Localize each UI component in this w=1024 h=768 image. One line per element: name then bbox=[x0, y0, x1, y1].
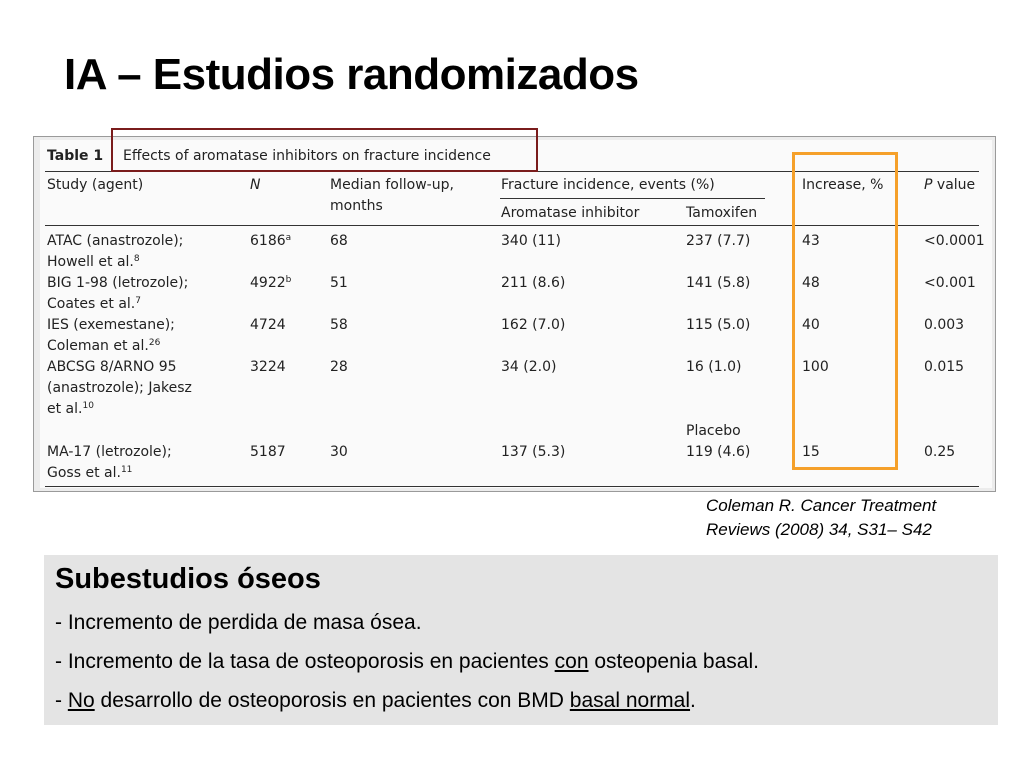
row-study: ABCSG 8/ARNO 95 bbox=[47, 359, 177, 375]
table-rule-bottom bbox=[45, 486, 979, 487]
citation-line1: Coleman R. Cancer Treatment bbox=[706, 496, 937, 515]
row-followup: 68 bbox=[330, 233, 348, 249]
row-tamoxifen: 16 (1.0) bbox=[686, 359, 742, 375]
header-tamoxifen: Tamoxifen bbox=[686, 205, 758, 221]
header-aromatase-inhibitor: Aromatase inhibitor bbox=[501, 205, 640, 221]
row-study-author: et al.$^{10}$ bbox=[47, 401, 94, 417]
citation bbox=[706, 494, 936, 542]
slide-title: IA – Estudios randomizados bbox=[64, 50, 639, 99]
row-study: ATAC (anastrozole); bbox=[47, 233, 184, 249]
row-p-value: <0.001 bbox=[924, 275, 976, 291]
header-followup-line1: Median follow-up, bbox=[330, 177, 454, 193]
row-ai: 162 (7.0) bbox=[501, 317, 566, 333]
table-caption-text: Effects of aromatase inhibitors on fracture incidence bbox=[123, 148, 491, 164]
row-study-author: Coates et al.$^7$ bbox=[47, 296, 141, 312]
row-followup: 58 bbox=[330, 317, 348, 333]
caption-highlight-box bbox=[111, 128, 538, 172]
row-increase: 15 bbox=[802, 444, 820, 460]
header-study: Study (agent) bbox=[47, 177, 144, 193]
header-fracture-incidence: Fracture incidence, events (%) bbox=[501, 177, 715, 193]
row-study-line2: (anastrozole); Jakesz bbox=[47, 380, 192, 396]
substudies-bullet-1: - Incremento de perdida de masa ósea. bbox=[55, 611, 422, 634]
row-study-author: Goss et al.$^{11}$ bbox=[47, 465, 133, 481]
row-tamoxifen: 141 (5.8) bbox=[686, 275, 751, 291]
row-study-author: Howell et al.$^8$ bbox=[47, 254, 140, 270]
substudies-bullet-3: - No desarrollo de osteoporosis en pacientes con BMD basal normal. bbox=[55, 689, 696, 712]
table-caption-number: Table 1 bbox=[47, 148, 104, 164]
row-n: 4922$^b$ bbox=[250, 275, 292, 291]
row-ai: 211 (8.6) bbox=[501, 275, 566, 291]
row-tamoxifen: 119 (4.6) bbox=[686, 444, 751, 460]
substudies-bullet-2: - Incremento de la tasa de osteoporosis en pacientes con osteopenia basal. bbox=[55, 650, 759, 673]
row-p-value: 0.25 bbox=[924, 444, 956, 460]
row-study-author: Coleman et al.$^{26}$ bbox=[47, 338, 161, 354]
row-p-value: <0.0001 bbox=[924, 233, 985, 249]
row-followup: 30 bbox=[330, 444, 348, 460]
substudies-title: Subestudios óseos bbox=[55, 563, 321, 595]
citation-line2: Reviews (2008) 34, S31– S42 bbox=[706, 520, 932, 539]
increase-highlight-box bbox=[792, 152, 898, 470]
row-study: IES (exemestane); bbox=[47, 317, 175, 333]
row-ai: 340 (11) bbox=[501, 233, 561, 249]
header-p-value: P value bbox=[924, 177, 976, 193]
row-followup: 28 bbox=[330, 359, 348, 375]
header-followup-line2: months bbox=[330, 198, 383, 214]
row-ai: 34 (2.0) bbox=[501, 359, 557, 375]
row-increase: 43 bbox=[802, 233, 820, 249]
header-subrule bbox=[500, 198, 765, 199]
header-increase: Increase, % bbox=[802, 177, 884, 193]
row-n: 3224 bbox=[250, 359, 286, 375]
row-n: 5187 bbox=[250, 444, 286, 460]
row-placebo-label: Placebo bbox=[686, 423, 741, 439]
row-increase: 48 bbox=[802, 275, 820, 291]
row-ai: 137 (5.3) bbox=[501, 444, 566, 460]
row-tamoxifen: 115 (5.0) bbox=[686, 317, 751, 333]
row-followup: 51 bbox=[330, 275, 348, 291]
row-increase: 40 bbox=[802, 317, 820, 333]
row-n: 6186$^a$ bbox=[250, 233, 292, 249]
row-tamoxifen: 237 (7.7) bbox=[686, 233, 751, 249]
row-study: BIG 1-98 (letrozole); bbox=[47, 275, 189, 291]
header-n: N bbox=[250, 177, 261, 193]
row-p-value: 0.003 bbox=[924, 317, 965, 333]
row-n: 4724 bbox=[250, 317, 286, 333]
row-study: MA-17 (letrozole); bbox=[47, 444, 172, 460]
row-p-value: 0.015 bbox=[924, 359, 965, 375]
row-increase: 100 bbox=[802, 359, 829, 375]
